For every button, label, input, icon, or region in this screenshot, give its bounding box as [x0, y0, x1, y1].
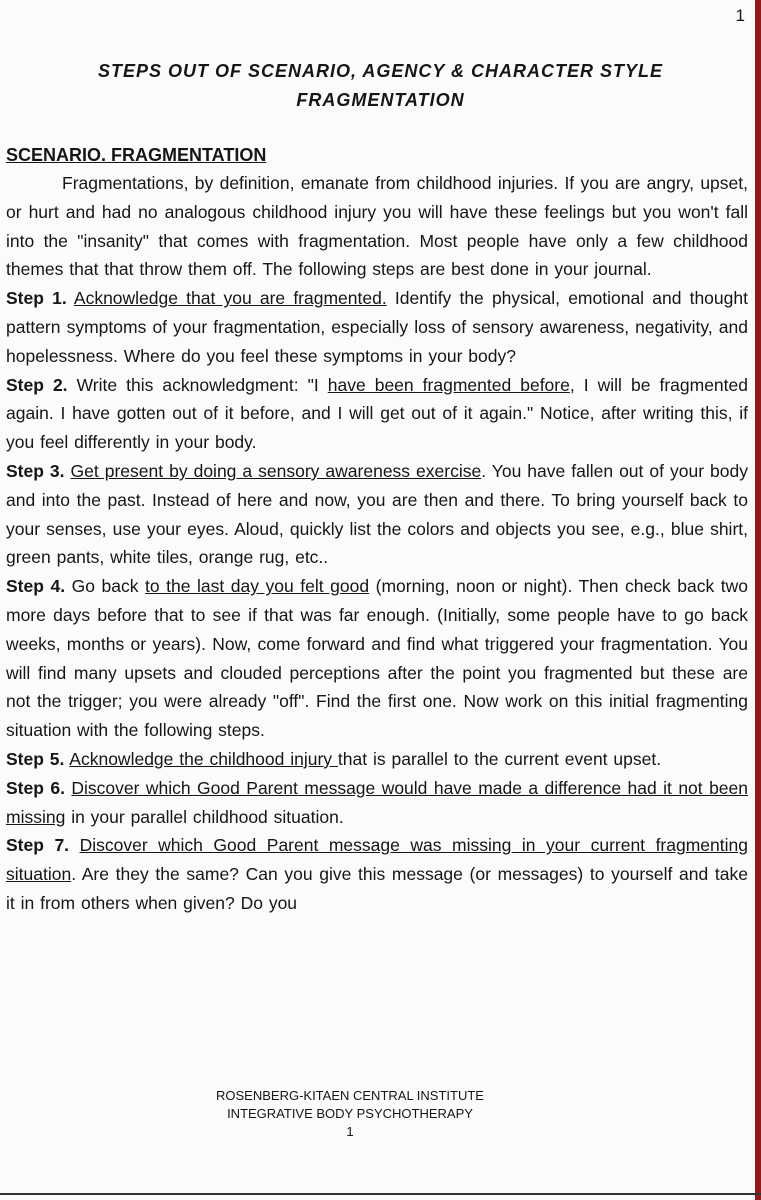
- step-underlined: to the last day you felt good: [145, 576, 370, 597]
- step-label: Step 4.: [6, 576, 66, 597]
- step-6: [6, 774, 748, 832]
- step-text: Identify the physical, emotional and thought pattern symptoms of your fragmentation, especially loss of sensory awareness, negativity, and hopelessness. Where do you feel these symptoms in your body?: [6, 288, 748, 366]
- title-line-2: FRAGMENTATION: [296, 90, 465, 110]
- step-text: . You have fallen out of your body and into the past. Instead of here and now, you are then and there. To bring yourself back to your senses, use your eyes. Aloud, quickly list the colors and objects you see, e.g., blue shirt, green pants, white tiles, orange rug, etc..: [6, 460, 748, 568]
- footer-program: INTEGRATIVE BODY PSYCHOTHERAPY: [227, 1106, 473, 1121]
- step-label: Step 2.: [6, 374, 68, 395]
- document-title: [0, 57, 761, 115]
- page-number-top: 1: [735, 6, 745, 25]
- footer-institute: ROSENBERG-KITAEN CENTRAL INSTITUTE: [216, 1088, 484, 1103]
- footer-page-number: 1: [346, 1124, 354, 1139]
- intro-paragraph: Fragmentations, by definition, emanate from childhood injuries. If you are angry, upset, or hurt and had no analogous childhood injury you will have these feelings but you won't fall into the "insanity" that comes with fragmentation. Most people have only a few childhood themes that that throw them off. The following steps are best done in your journal.: [6, 173, 748, 280]
- step-7: [6, 831, 748, 917]
- step-pre: Write this acknowledgment: "I: [67, 374, 328, 395]
- step-underlined: have been fragmented before: [327, 374, 570, 395]
- step-text: . Are they the same? Can you give this message (or messages) to yourself and take it in from others when given? Do you: [6, 864, 748, 913]
- bottom-edge-line: [0, 1193, 761, 1195]
- step-text: , I will be fragmented again. I have gotten out of it before, and I will get out of it again." Notice, after writing this, if you feel differently in your body.: [6, 374, 748, 453]
- step-underlined: Acknowledge the childhood injury: [69, 748, 338, 769]
- step-1: [6, 284, 748, 370]
- red-page-edge: [755, 0, 761, 1200]
- step-2: [6, 371, 748, 457]
- step-text: in your parallel childhood situation.: [65, 806, 344, 827]
- step-label: Step 7.: [6, 835, 70, 856]
- step-underlined: Discover which Good Parent message would have made a difference had it not been missing: [6, 777, 748, 827]
- step-3: [6, 457, 748, 572]
- title-line-1: STEPS OUT OF SCENARIO, AGENCY & CHARACTER STYLE: [97, 61, 664, 81]
- step-label: Step 5.: [6, 748, 65, 769]
- step-label: Step 3.: [6, 460, 65, 481]
- step-text: that is parallel to the current event upset.: [337, 748, 662, 769]
- section-heading: SCENARIO. FRAGMENTATION: [6, 145, 267, 165]
- body-text: [6, 169, 748, 918]
- step-label: Step 1.: [6, 288, 67, 309]
- step-text: (morning, noon or night). Then check back two more days before that to see if that was far enough. (Initially, some people have to go back weeks, months or years). Now, come forward and find what triggered your fragmentation. You will find many upsets and clouded perceptions after the point you fragmented but these are not the trigger; you were already "off". Find the first one. Now work on this initial fragmenting situation with the following steps.: [6, 576, 748, 741]
- step-underlined: Acknowledge that you are fragmented.: [73, 288, 387, 309]
- step-label: Step 6.: [6, 777, 65, 798]
- step-5: [6, 745, 748, 774]
- step-pre: Go back: [65, 576, 145, 597]
- step-underlined: Get present by doing a sensory awareness exercise: [70, 460, 482, 481]
- step-underlined: Discover which Good Parent message was missing in your current fragmenting situation: [6, 835, 748, 885]
- footer: [0, 1087, 700, 1141]
- step-4: [6, 572, 748, 745]
